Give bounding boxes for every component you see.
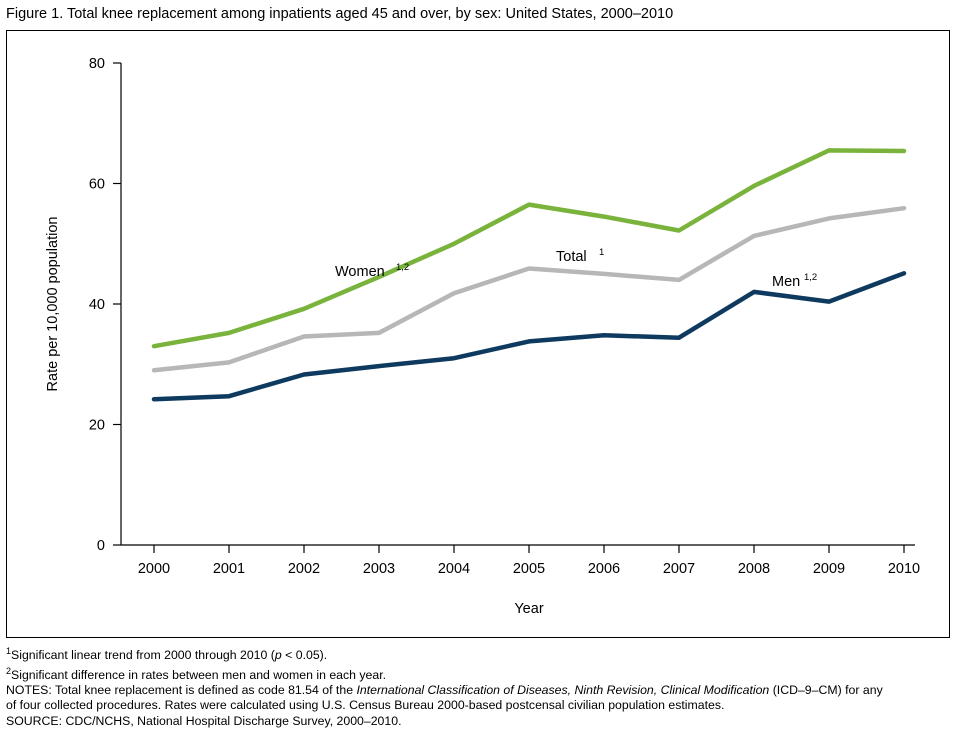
x-tick-2007: 2007: [662, 561, 696, 577]
series-label-women-sup: 1,2: [396, 262, 410, 273]
chart-frame: [6, 30, 950, 638]
x-tick-2005: 2005: [512, 561, 546, 577]
y-tick-40: 40: [88, 297, 105, 313]
y-tick-20: 20: [88, 417, 105, 434]
x-tick-2002: 2002: [287, 561, 321, 577]
series-label-men: [772, 272, 817, 290]
y-ticks: [89, 56, 121, 554]
x-tick-2001: 2001: [212, 561, 246, 577]
x-tick-2006: 2006: [587, 561, 621, 577]
notes-line-2: of four collected procedures. Rates were calculated using U.S. Census Bureau 2000-based postcensal civilian population estimates.: [6, 698, 725, 713]
notes-line-1-italic: International Classification of Diseases, Ninth Revision, Clinical Modification: [356, 683, 770, 697]
notes-line-1: [6, 683, 954, 698]
x-axis-title: Year: [514, 601, 544, 617]
series-label-men-sup: 1,2: [804, 272, 818, 283]
footnote-1-text-a: Significant linear trend from 2000 through 2010 (: [11, 648, 275, 663]
footnote-1: [6, 644, 954, 664]
series-label-men-text: Men: [772, 274, 801, 290]
series-label-total-sup: 1: [599, 247, 605, 258]
x-tick-2008: 2008: [737, 561, 771, 577]
footnote-2-text: Significant difference in rates between men and women in each year.: [11, 667, 387, 682]
footnotes-block: [6, 644, 954, 729]
x-ticks: [138, 545, 920, 577]
x-tick-2000: 2000: [137, 561, 171, 577]
y-tick-60: 60: [88, 176, 105, 193]
x-tick-2010: 2010: [887, 561, 921, 577]
notes-line-1-b: (ICD–9–CM) for any: [769, 683, 883, 697]
series-label-women-text: Women: [335, 264, 385, 280]
line-chart: [7, 31, 949, 637]
figure-title: Figure 1. Total knee replacement among inpatients aged 45 and over, by sex: United States, 2000–2010: [6, 6, 674, 22]
footnote-1-italic: p: [274, 648, 282, 663]
y-tick-0: 0: [96, 538, 105, 554]
y-axis-title: Rate per 10,000 population: [45, 216, 61, 392]
footnote-2-marker: 2: [6, 665, 12, 676]
source-line: SOURCE: CDC/NCHS, National Hospital Discharge Survey, 2000–2010.: [6, 713, 402, 728]
x-tick-2003: 2003: [362, 561, 396, 577]
footnote-1-marker: 1: [6, 646, 12, 656]
series-line-men: [154, 273, 904, 399]
x-tick-2009: 2009: [812, 561, 846, 577]
footnote-2: [6, 664, 954, 684]
series-line-women: [154, 150, 904, 346]
x-tick-2004: 2004: [437, 561, 471, 577]
footnote-1-text-b: < 0.05).: [281, 648, 328, 663]
notes-line-1-a: NOTES: Total knee replacement is defined as code 81.54 of the: [6, 683, 357, 697]
y-tick-80: 80: [88, 56, 105, 72]
series-label-women: [335, 262, 409, 280]
series-label-total-text: Total: [556, 249, 587, 265]
series-label-total: [556, 247, 604, 265]
